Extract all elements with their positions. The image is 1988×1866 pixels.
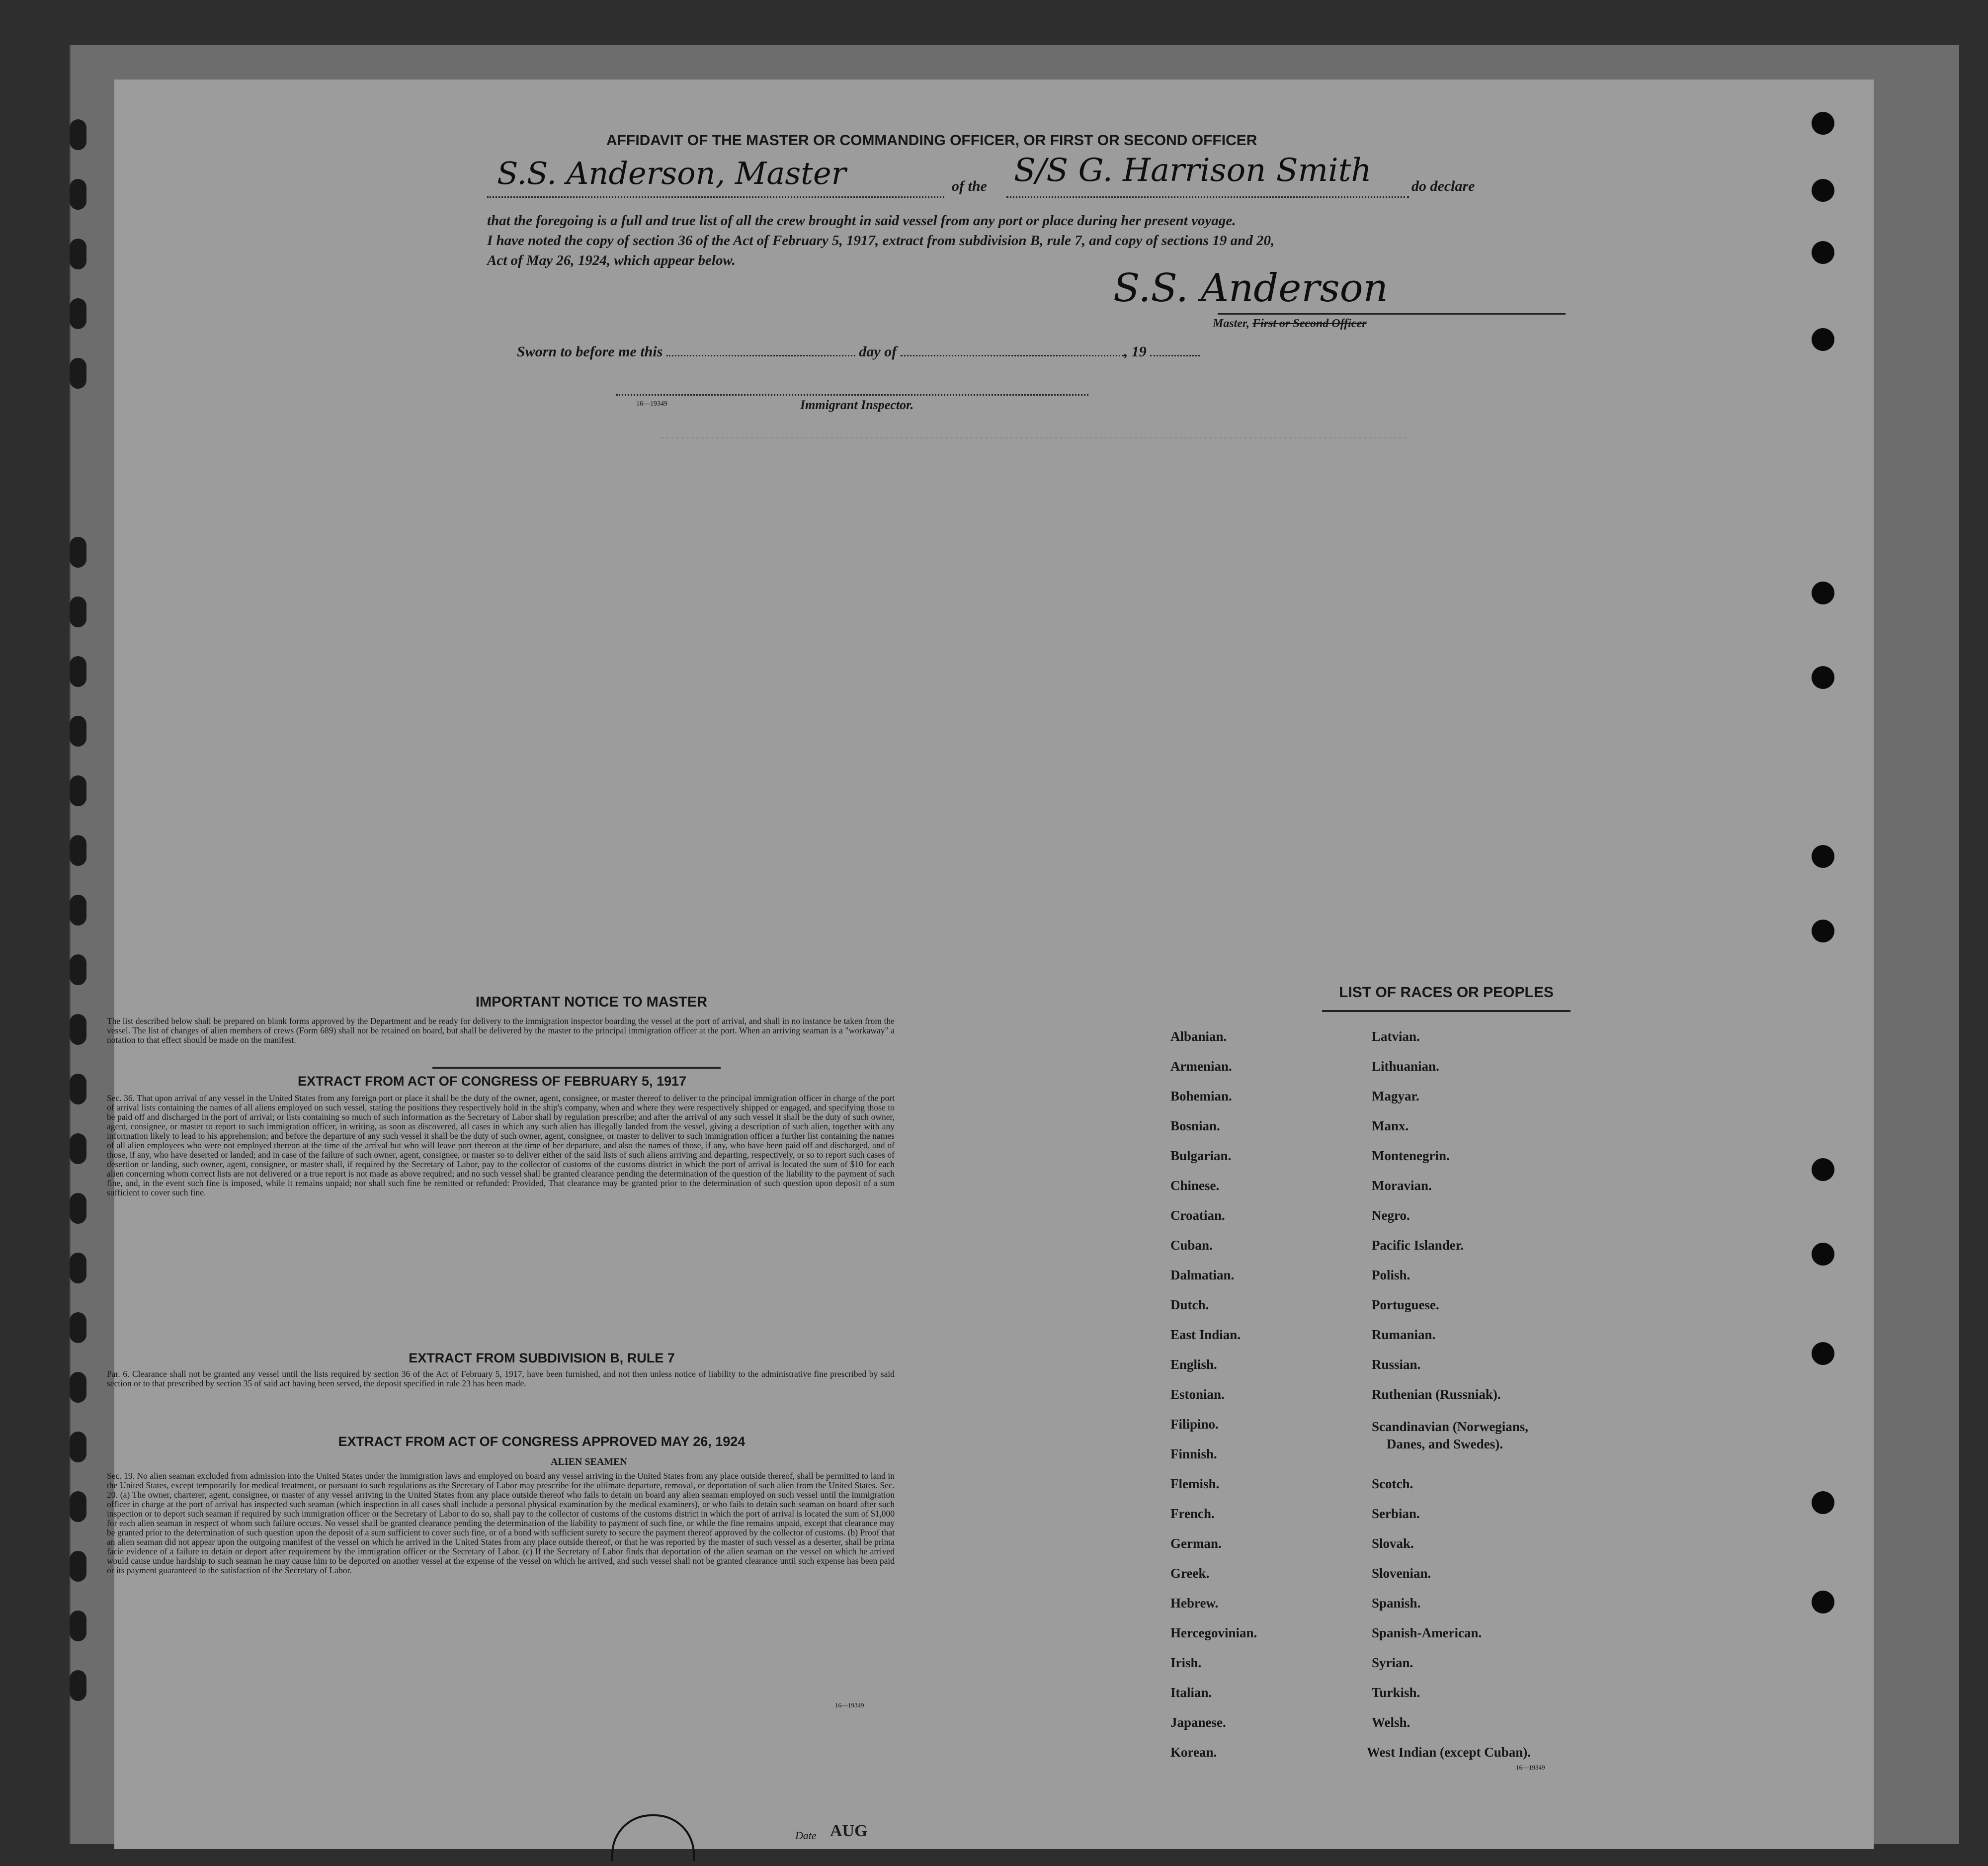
races-title: LIST OF RACES OR PEOPLES (1339, 984, 1554, 1001)
race-item: Irish. (1170, 1655, 1202, 1670)
race-item: Welsh. (1372, 1715, 1410, 1730)
race-item: Finnish. (1170, 1446, 1217, 1461)
race-item: Croatian. (1170, 1208, 1225, 1223)
year-label: , 19 (1124, 343, 1147, 360)
declaration-text-1: that the foregoing is a full and true list of all the crew brought in said vessel from any port or place during her present voyage. (487, 213, 1236, 229)
declaration-text-2: I have noted the copy of section 36 of the Act of February 5, 1917, extract from subdivision B, rule 7, and copy of sections 19 and 20, (487, 233, 1275, 249)
race-item: Portuguese. (1372, 1297, 1439, 1312)
left-perforation-strip (0, 0, 129, 1866)
race-item: Chinese. (1170, 1178, 1220, 1193)
race-item: Armenian. (1170, 1059, 1232, 1074)
stamp-date-value: AUG (830, 1822, 868, 1840)
race-item: Hercegovinian. (1170, 1625, 1257, 1640)
signature-line (1218, 313, 1566, 315)
extract3-title: EXTRACT FROM ACT OF CONGRESS APPROVED MAY 26, 1924 (338, 1434, 746, 1449)
signature-caption-master: Master, (1213, 317, 1250, 330)
extract1-title: EXTRACT FROM ACT OF CONGRESS OF FEBRUARY 5, 1917 (297, 1074, 687, 1089)
race-item: Moravian. (1372, 1178, 1432, 1193)
race-item: Hebrew. (1170, 1596, 1219, 1611)
race-item: Bosnian. (1170, 1118, 1220, 1133)
declaration-text-3: Act of May 26, 1924, which appear below. (487, 253, 736, 268)
race-item: Dalmatian. (1170, 1268, 1235, 1282)
master-signature: S.S. Anderson (1113, 266, 1388, 311)
race-item: West Indian (except Cuban). (1367, 1745, 1531, 1760)
day-of-label: day of (859, 343, 897, 360)
race-item: Slovenian. (1372, 1566, 1431, 1581)
sworn-line (517, 343, 1200, 360)
affidavit-form-number: 16—19349 (636, 400, 667, 408)
notice-title: IMPORTANT NOTICE TO MASTER (475, 994, 708, 1010)
race-item: Syrian. (1372, 1655, 1413, 1670)
race-item: Japanese. (1170, 1715, 1226, 1730)
race-item: Korean. (1170, 1745, 1217, 1760)
race-item: Negro. (1372, 1208, 1410, 1223)
port-stamp (611, 1814, 695, 1861)
race-item: Flemish. (1170, 1476, 1220, 1491)
race-item: German. (1170, 1536, 1222, 1551)
race-item: Latvian. (1372, 1029, 1420, 1044)
extract2-title: EXTRACT FROM SUBDIVISION B, RULE 7 (409, 1351, 675, 1365)
race-item: English. (1170, 1357, 1217, 1372)
race-item: Lithuanian. (1372, 1059, 1439, 1074)
race-item: Bohemian. (1170, 1089, 1232, 1103)
race-item: Albanian. (1170, 1029, 1227, 1044)
race-item: East Indian. (1170, 1327, 1241, 1342)
race-item: Scandinavian (Norwegians, (1372, 1419, 1529, 1434)
races-divider (1322, 1010, 1571, 1012)
race-item: Scotch. (1372, 1476, 1413, 1491)
extract2-body: Par. 6. Clearance shall not be granted any vessel until the lists required by section 36 of the Act of February 5, 1917, have been furnished, and not then unless notice of liability to the administrative fine prescribed by said section or to that prescribed by section 35 of said act having been served, the deposit specified in rule 23 has been made. (107, 1369, 895, 1388)
signature-caption-struck: First or Second Officer (1252, 317, 1367, 330)
race-item: Pacific Islander. (1372, 1238, 1464, 1253)
race-item: Rumanian. (1372, 1327, 1436, 1342)
notice-divider (432, 1067, 721, 1069)
vessel-name-handwriting: S/S G. Harrison Smith (1014, 152, 1372, 189)
race-item: Estonian. (1170, 1387, 1225, 1402)
signature-caption (1213, 317, 1367, 331)
race-item: French. (1170, 1506, 1215, 1521)
race-item: Serbian. (1372, 1506, 1420, 1521)
race-item: Manx. (1372, 1118, 1409, 1133)
master-name-handwriting: S.S. Anderson, Master (497, 155, 846, 191)
sworn-year-blank[interactable] (1150, 343, 1200, 356)
extract3-subtitle: ALIEN SEAMEN (551, 1456, 627, 1467)
stamp-date-label: Date (795, 1829, 817, 1842)
sworn-label: Sworn to before me this (517, 343, 663, 360)
inspector-line[interactable] (616, 393, 1088, 396)
race-item: Spanish. (1372, 1596, 1421, 1611)
race-item: Greek. (1170, 1566, 1210, 1581)
race-item: Polish. (1372, 1268, 1410, 1282)
race-item: Bulgarian. (1170, 1148, 1232, 1163)
do-declare-label: do declare (1411, 178, 1475, 194)
extract3-form-number: 16—19349 (835, 1701, 864, 1709)
sworn-month-blank[interactable] (901, 343, 1124, 356)
race-item: Montenegrin. (1372, 1148, 1450, 1163)
race-item: Slovak. (1372, 1536, 1414, 1551)
of-the-label: of the (952, 178, 987, 194)
race-item: Italian. (1170, 1685, 1212, 1700)
race-item: Russian. (1372, 1357, 1421, 1372)
declaration-line (487, 152, 1580, 199)
notice-body: The list described below shall be prepared on blank forms approved by the Department and be ready for delivery to the immigration inspector boarding the vessel at the port of arrival, and shall in no instance be taken from the vessel. The list of changes of alien members of crews (Form 689) shall not be retained on board, but shall be delivered by the master to the principal immigration officer at the port. When an arriving seaman is a "workaway" a notation to that effect should be made on the manifest. (107, 1016, 895, 1045)
sworn-day-blank[interactable] (666, 343, 855, 356)
race-item: Magyar. (1372, 1089, 1419, 1103)
race-item: Turkish. (1372, 1685, 1420, 1700)
race-item: Spanish-American. (1372, 1625, 1482, 1640)
race-item: Dutch. (1170, 1297, 1209, 1312)
affidavit-title: AFFIDAVIT OF THE MASTER OR COMMANDING OFFICER, OR FIRST OR SECOND OFFICER (606, 132, 1257, 149)
race-item: Danes, and Swedes). (1387, 1437, 1503, 1451)
affidavit-page (107, 80, 1874, 1849)
extract3-body: Sec. 19. No alien seaman excluded from admission into the United States under the immigration laws and employed on board any vessel arriving in the United States from any place outside thereof, shall be permitted to land in the United States, except temporarily for medical treatment, or pursuant to such regulations as the Secretary of Labor may prescribe for the ultimate departure, removal, or deportation of such alien from the United States. Sec. 20. (a) The owner, charterer, agent, consignee, or master of any vessel arriving in the United States from any place outside thereof who fails to detain on board any alien seaman employed on such vessel until the immigration officer in charge at the port of arrival has inspected such seaman (which inspection in all cases shall include a personal physical examination by the medical examiners), or who fails to detain such seaman on board after such inspection or to deport such seaman if required by such immigration officer or the Secretary of Labor to do so, shall pay to the collector of customs of the customs district in which the port of arrival is located the sum of $1,000 for each alien seaman in respect of whom such failure occurs. No vessel shall be granted clearance pending the determination of the liability to payment of such fine, or while the fine remains unpaid, except that clearance may be granted prior to the determination of such question upon the deposit of a sum sufficient to cover such fine, or of a bond with sufficient surety to secure the payment thereof approved by the collector of customs. (b) Proof that an alien seaman did not appear upon the outgoing manifest of the vessel on which he arrived in the United States from any place outside thereof, or that he was reported by the master of such vessel as a deserter, shall be prima facie evidence of a failure to detain or deport after requirement by the immigration officer or the Secretary of Labor. (c) If the Secretary of Labor finds that deportation of the alien seaman on the vessel on which he arrived would cause undue hardship to such seaman he may cause him to be deported on another vessel at the expense of the vessel on which he arrived, and such vessel shall not be granted clearance until such expense has been paid or its payment guaranteed to the satisfaction of the Secretary of Labor. (107, 1471, 895, 1575)
inspector-caption: Immigrant Inspector. (800, 398, 914, 412)
races-form-number: 16—19349 (1516, 1764, 1545, 1771)
race-item: Filipino. (1170, 1417, 1219, 1432)
race-item: Ruthenian (Russniak). (1372, 1387, 1501, 1402)
extract1-body: Sec. 36. That upon arrival of any vessel in the United States from any foreign port or place it shall be the duty of the owner, agent, consignee, or master thereof to deliver to the principal immigration officer in charge of the port of arrival lists containing the names of all aliens employed on such vessel, stating the positions they respectively hold in the ship's company, when and where they were respectively shipped or engaged, and specifying those to be paid off and discharged in the port of arrival; or lists containing so much of such information as the Secretary of Labor shall by regulation prescribe; and after the arrival of any such vessel it shall be the duty of such owner, agent, consignee, or master to report to such immigration officer, in writing, as soon as discovered, all cases in which any such alien has illegally landed from the vessel, giving a description of such alien, together with any information likely to lead to his apprehension; and before the departure of any such vessel it shall be the duty of such owner, agent, consignee, or master to deliver to such immigration officer a further list containing the names of all alien employees who were not employed thereon at the time of the arrival but who will leave port thereon at the time of her departure, and also the names of those, if any, who have been paid off and discharged, and of those, if any, who have deserted or landed; and in case of the failure of such owner, agent, consignee, or master so to deliver either of the said lists of such aliens arriving and departing, respectively, or so to report such cases of desertion or landing, such owner, agent, consignee, or master shall, if required by the Secretary of Labor, pay to the collector of customs of the customs district in which the port of arrival is located the sum of $10 for each alien concerning whom correct lists are not delivered or a true report is not made as above required; and no such vessel shall be granted clearance pending the determination of the question of the liability to the payment of such fine, and, in the event such fine is imposed, while it remains unpaid; nor shall such fine be remitted or refunded: Provided, That clearance may be granted prior to the determination of such question upon deposit of a sum sufficient to cover such fine. (107, 1093, 895, 1197)
race-item: Cuban. (1170, 1238, 1213, 1253)
